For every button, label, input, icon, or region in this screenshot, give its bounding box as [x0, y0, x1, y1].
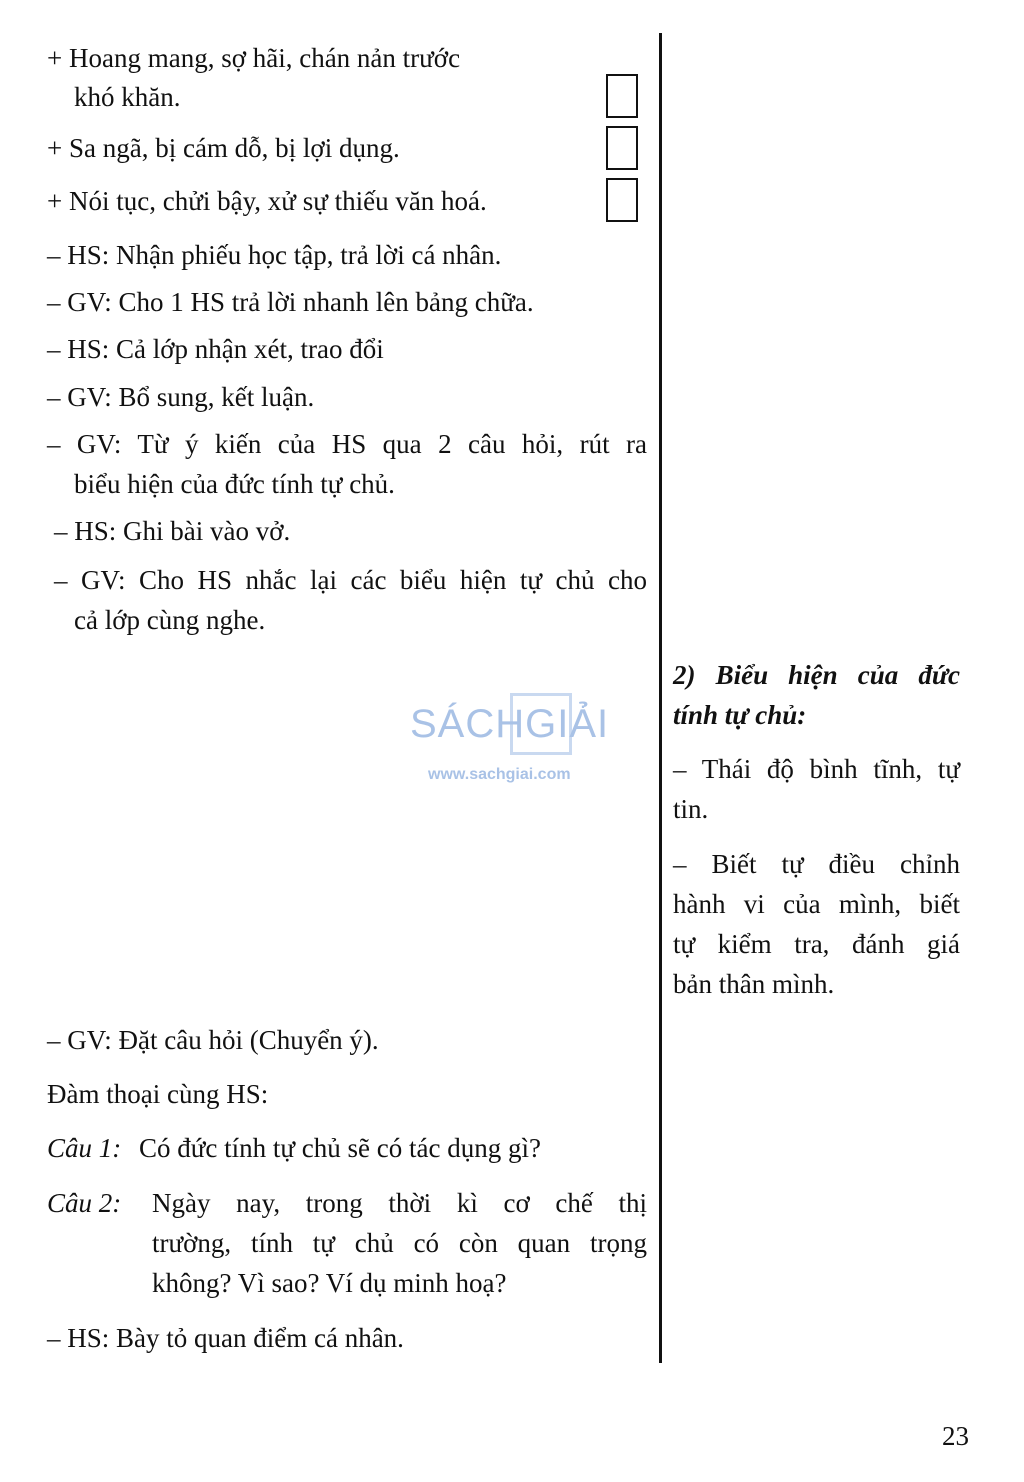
- watermark-url: www.sachgiai.com: [428, 766, 571, 783]
- question-2-line3: không? Vì sao? Ví dụ minh hoạ?: [152, 1268, 507, 1298]
- point-2-line3: tự kiểm tra, đánh giá: [673, 929, 960, 959]
- section-heading-line2: tính tự chủ:: [673, 700, 807, 730]
- point-2-line4: bản thân mình.: [673, 969, 835, 999]
- hs-step-2: – HS: Cả lớp nhận xét, trao đổi: [47, 334, 384, 364]
- question-1-text: Có đức tính tự chủ sẽ có tác dụng gì?: [139, 1133, 541, 1163]
- watermark-logo: [410, 690, 620, 790]
- point-2-line1: – Biết tự điều chỉnh: [673, 849, 960, 879]
- question-2-label: Câu 2:: [47, 1188, 122, 1218]
- point-2-line2: hành vi của mình, biết: [673, 889, 960, 919]
- option-hoang-mang-line2: khó khăn.: [74, 82, 181, 112]
- dialog-intro: Đàm thoại cùng HS:: [47, 1079, 269, 1109]
- gv-step-4-line1: – GV: Cho HS nhắc lại các biểu hiện tự chủ cho: [54, 565, 647, 595]
- gv-step-5: – GV: Đặt câu hỏi (Chuyển ý).: [47, 1025, 379, 1055]
- answer-checkbox-3[interactable]: [606, 178, 638, 222]
- point-1-line1: – Thái độ bình tĩnh, tự: [673, 754, 960, 784]
- option-hoang-mang-line1: + Hoang mang, sợ hãi, chán nản trước: [47, 43, 461, 73]
- question-1-label: Câu 1:: [47, 1133, 122, 1163]
- answer-checkbox-1[interactable]: [606, 74, 638, 118]
- question-2-line2: trường, tính tự chủ có còn quan trọng: [152, 1228, 647, 1258]
- answer-checkbox-2[interactable]: [606, 126, 638, 170]
- option-noi-tuc: + Nói tục, chửi bậy, xử sự thiếu văn hoá.: [47, 186, 487, 216]
- column-divider: [659, 33, 662, 1363]
- hs-step-1: – HS: Nhận phiếu học tập, trả lời cá nhân.: [47, 240, 502, 270]
- page-number: 23: [942, 1421, 969, 1451]
- hs-step-3: – HS: Ghi bài vào vở.: [54, 516, 291, 546]
- gv-step-1: – GV: Cho 1 HS trả lời nhanh lên bảng chữa.: [47, 287, 534, 317]
- gv-step-4-line2: cả lớp cùng nghe.: [74, 605, 266, 635]
- point-1-line2: tin.: [673, 794, 709, 824]
- question-2-line1: Ngày nay, trong thời kì cơ chế thị: [152, 1188, 647, 1218]
- hs-step-4: – HS: Bày tỏ quan điểm cá nhân.: [47, 1323, 404, 1353]
- section-heading-line1: 2) Biểu hiện của đức: [673, 660, 960, 690]
- gv-step-3-line2: biểu hiện của đức tính tự chủ.: [74, 469, 395, 499]
- gv-step-2: – GV: Bổ sung, kết luận.: [47, 382, 315, 412]
- option-sa-nga: + Sa ngã, bị cám dỗ, bị lợi dụng.: [47, 133, 400, 163]
- gv-step-3-line1: – GV: Từ ý kiến của HS qua 2 câu hỏi, rút ra: [47, 429, 647, 459]
- watermark-brand: SÁCHGIẢI: [410, 702, 610, 746]
